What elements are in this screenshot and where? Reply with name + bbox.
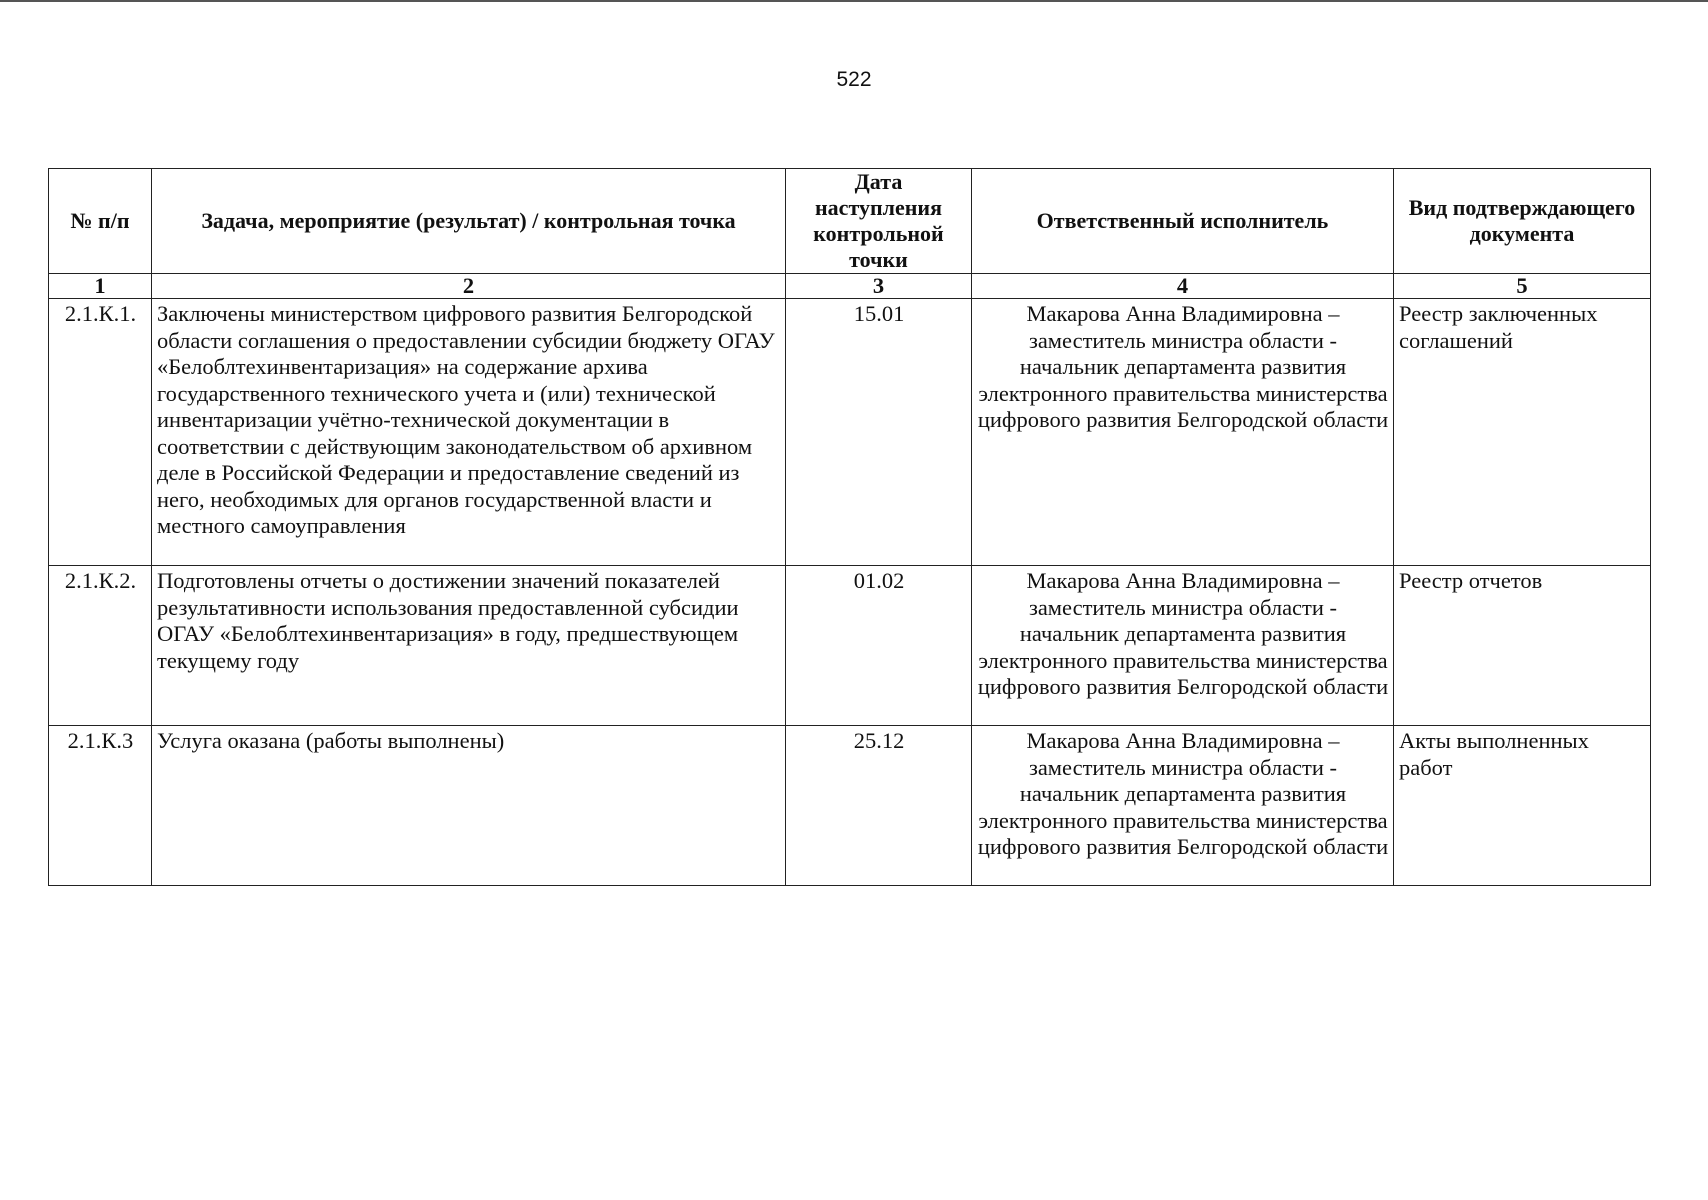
column-number: 5 [1394,274,1651,299]
header-document: Вид подтверждающего документа [1394,169,1651,274]
scan-top-edge [0,0,1708,2]
table-row [49,299,1651,566]
row-number: 2.1.К.3 [49,726,152,886]
row-executor: Макарова Анна Владимировна – заместитель министра области - начальник департамента развития электронного правительства министерства цифрового развития Белгородской области [972,726,1394,886]
table-row [49,726,1651,886]
row-executor: Макарова Анна Владимировна – заместитель министра области - начальник департамента развития электронного правительства министерства цифрового развития Белгородской области [972,299,1394,566]
row-task: Заключены министерством цифрового развития Белгородской области соглашения о предоставлении субсидии бюджету ОГАУ «Белоблтехинвентаризация» на содержание архива государственного технического учета и (или) технической инвентаризации учётно-технической документации в соответствии с действующим законодательством об архивном деле в Российской Федерации и предоставление сведений из него, необходимых для органов государственной власти и местного самоуправления [152,299,786,566]
row-document: Реестр заключенных соглашений [1394,299,1651,566]
column-number: 2 [152,274,786,299]
column-number-row [49,274,1651,299]
column-number: 1 [49,274,152,299]
row-task: Услуга оказана (работы выполнены) [152,726,786,886]
table-header-row [49,169,1651,274]
row-date: 15.01 [786,299,972,566]
page-number: 522 [836,68,872,91]
control-points-table [48,168,1651,886]
header-date: Дата наступления контрольной точки [786,169,972,274]
table-row [49,566,1651,726]
row-document: Акты выполненных работ [1394,726,1651,886]
row-number: 2.1.К.1. [49,299,152,566]
row-date: 25.12 [786,726,972,886]
column-number: 3 [786,274,972,299]
row-document: Реестр отчетов [1394,566,1651,726]
header-task: Задача, мероприятие (результат) / контрольная точка [152,169,786,274]
row-date: 01.02 [786,566,972,726]
row-task: Подготовлены отчеты о достижении значений показателей результативности использования предоставленной субсидии ОГАУ «Белоблтехинвентаризация» в году, предшествующем текущему году [152,566,786,726]
row-number: 2.1.К.2. [49,566,152,726]
header-executor: Ответственный исполнитель [972,169,1394,274]
row-executor: Макарова Анна Владимировна – заместитель министра области - начальник департамента развития электронного правительства министерства цифрового развития Белгородской области [972,566,1394,726]
column-number: 4 [972,274,1394,299]
header-num: № п/п [49,169,152,274]
